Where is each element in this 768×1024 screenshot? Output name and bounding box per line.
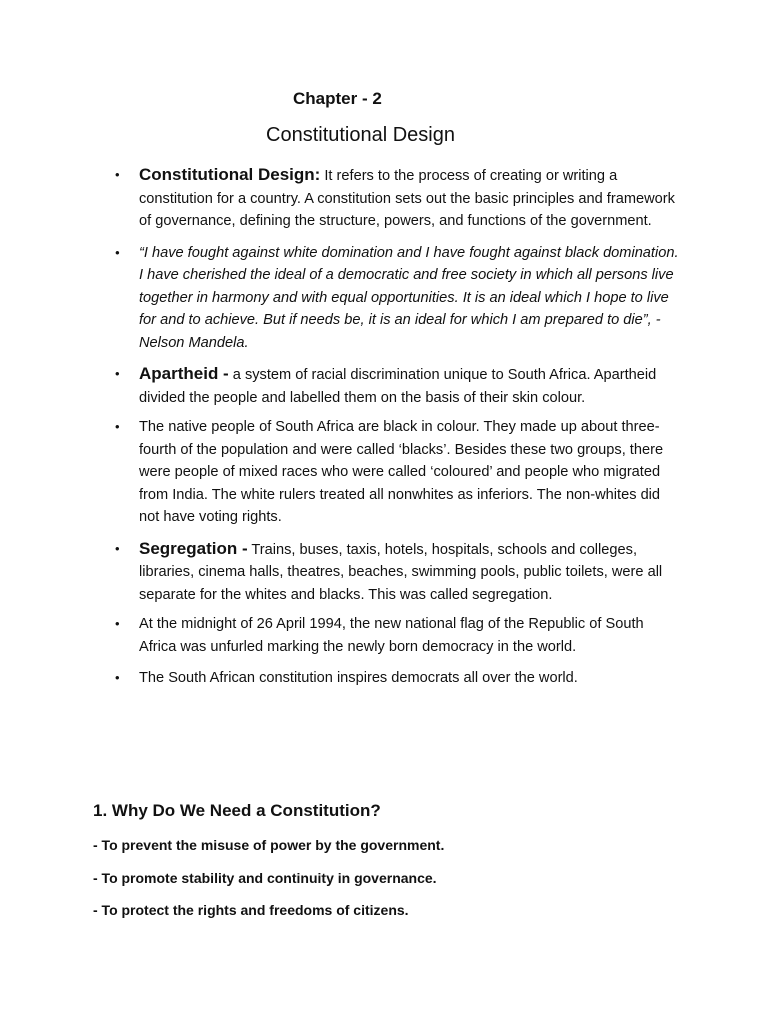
bullet-list: [112, 164, 680, 699]
section-heading: 1. Why Do We Need a Constitution?: [93, 801, 381, 820]
list-item-constitution-inspires: [112, 667, 680, 690]
item-text: The native people of South Africa are black in colour. They made up about three-fourth of the population and were called ‘blacks’. Besides these two groups, there were people of mixed races who were called ‘coloured’ and people who migrated from India. The white rulers treated all nonwhites as inferiors. The non-whites did not have voting rights.: [139, 419, 664, 525]
list-item-constitutional-design: [112, 164, 680, 233]
item-text: The South African constitution inspires democrats all over the world.: [139, 670, 578, 686]
bullet-marker: •: [115, 616, 120, 631]
term-label: Segregation -: [139, 538, 248, 558]
quote-text: “I have fought against white domination and I have fought against black domination. I have cherished the ideal of a democratic and free society in which all persons live together in harmony and with equal opportunities. It is an ideal which I hope to live for and to achieve. But if needs be, it is an ideal for which I am prepared to die”, - Nelson Mandela.: [139, 244, 679, 351]
term-label: Apartheid -: [139, 364, 229, 383]
item-text: Trains, buses, taxis, hotels, hospitals, schools and colleges, libraries, cinema halls, theatres, beaches, swimming pools, public toilets, were all separate for the whites and blacks. This was called segregation.: [139, 541, 663, 603]
list-item-flag: [112, 613, 680, 658]
bullet-marker: •: [115, 366, 120, 381]
bullet-marker: •: [115, 419, 120, 434]
term-label: Constitutional Design:: [139, 165, 321, 184]
item-text: It refers to the process of creating or writing a constitution for a country. A constitution sets out the basic principles and framework of governance, defining the structure, powers, and functions of the government.: [139, 168, 675, 229]
list-item-apartheid: [112, 363, 680, 409]
list-item-native-people: [112, 416, 680, 529]
item-text: At the midnight of 26 April 1994, the new national flag of the Republic of South Africa was unfurled marking the newly born democracy in the world.: [139, 616, 644, 655]
bullet-marker: •: [115, 244, 120, 260]
list-item-mandela-quote: [112, 242, 680, 355]
reason-item: - To promote stability and continuity in governance.: [93, 869, 437, 886]
item-text: a system of racial discrimination unique to South Africa. Apartheid divided the people and labelled them on the basis of their skin colour.: [139, 367, 657, 406]
reasons-list: [93, 834, 444, 932]
bullet-marker: •: [115, 167, 120, 182]
page-title: Constitutional Design: [266, 124, 455, 146]
bullet-marker: •: [115, 670, 120, 685]
reason-item: - To protect the rights and freedoms of citizens.: [93, 902, 409, 918]
list-item-segregation: [112, 538, 680, 607]
reason-item: - To prevent the misuse of power by the government.: [93, 837, 445, 853]
bullet-marker: •: [115, 540, 120, 556]
chapter-label: Chapter - 2: [293, 89, 382, 108]
